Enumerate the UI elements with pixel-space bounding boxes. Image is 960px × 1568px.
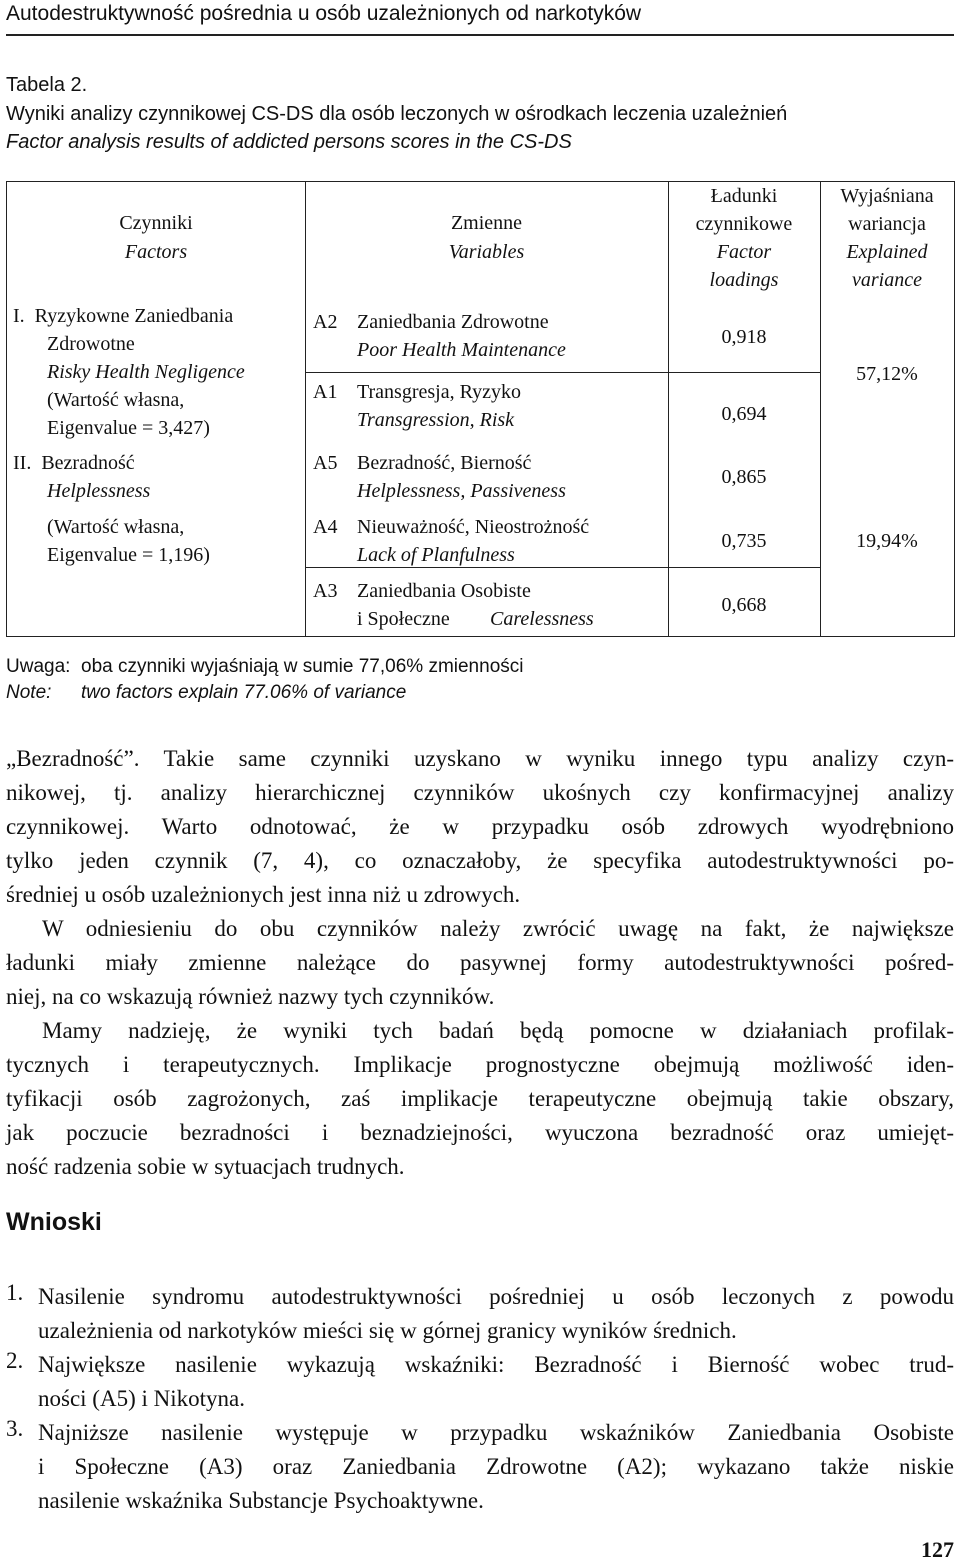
text-line: uzależnienia od narkotyków mieści się w górnej granicy wyników średnich. [38,1318,737,1343]
header-rule [6,34,954,36]
header-loadings-en: Factor [716,241,772,263]
variable-name-pl: Bezradność, Bierność [357,452,532,474]
factor-1-name: I. Ryzykowne Zaniedbania [13,305,234,327]
loading-value: 0,735 [721,530,767,552]
variable-name-pl: i Społeczne [357,608,450,630]
factor-2-eigenvalue: (Wartość własna, [47,516,185,538]
variable-name-pl: Nieuważność, Nieostrożność [357,516,590,538]
list-number: 3. [6,1416,24,1441]
note-label-pl: Uwaga: [6,656,71,677]
variable-code: A3 [313,580,338,602]
header-factors-pl: Czynniki [119,212,193,234]
note-text-pl: oba czynniki wyjaśniają w sumie 77,06% zmienności [81,656,524,677]
header-variables-pl: Zmienne [450,212,523,234]
table-label: Tabela 2. [6,74,88,96]
text-line: ność radzenia sobie w sytuacjach trudnych. [6,1154,405,1179]
factor-1-name-en: Risky Health Negligence [47,361,245,383]
text-line: czynnikowej. Warto odnotować, że w przypadku osób zdrowych wyodrębniono [6,814,954,839]
variable-name-en: Lack of Planfulness [357,544,515,566]
variance-value: 57,12% [856,363,918,385]
factor-table [6,181,955,637]
note-text-en: two factors explain 77.06% of variance [81,682,407,703]
paragraph [6,912,954,1014]
page-number: 127 [921,1537,954,1562]
text-line: niej, na co wskazują również nazwy tych czynników. [6,984,495,1009]
text-line: tylko jeden czynnik (7, 4), co oznaczałoby, że specyfika autodestruktywności po- [6,848,954,873]
row-divider [305,372,820,373]
header-loadings-pl: Ładunki [710,185,778,207]
variance-value: 19,94% [856,530,918,552]
variable-name-pl: Transgresja, Ryzyko [357,381,522,403]
text-line: nasilenie wskaźnika Substancje Psychoaktywne. [38,1488,484,1513]
section-title: Wnioski [6,1208,102,1236]
loading-value: 0,668 [721,594,767,616]
header-variance-en: variance [852,269,922,291]
header-variables-en: Variables [448,241,525,263]
list-item [38,1348,954,1416]
text-line: i Społeczne (A3) oraz Zaniedbania Zdrowotne (A2); wykazano także niskie [38,1454,954,1479]
factor-1-eigenvalue: (Wartość własna, [47,389,185,411]
header-variance-pl: wariancja [848,213,926,235]
text-line: „Bezradność”. Takie same czynniki uzyskano w wyniku innego typu analizy czyn- [6,746,954,771]
text-line: tycznych i terapeutycznych. Implikacje prognostyczne obejmują możliwość iden- [6,1052,954,1077]
variable-name-pl: Zaniedbania Osobiste [357,580,531,602]
header-loadings-en: loadings [709,269,779,291]
list-number: 2. [6,1348,24,1373]
factor-1-name: Zdrowotne [47,333,135,355]
variable-code: A5 [313,452,338,474]
table-title-pl: Wyniki analizy czynnikowej CS-DS dla osób leczonych w ośrodkach leczenia uzależnień [6,103,788,125]
text-line: ności (A5) i Nikotyna. [38,1386,245,1411]
loading-value: 0,865 [721,466,767,488]
header-variance-pl: Wyjaśniana [840,185,934,207]
header-variance-en: Explained [846,241,928,263]
loading-value: 0,918 [721,326,767,348]
note-label-en: Note: [6,682,52,703]
factor-2-name: II. Bezradność [13,452,135,474]
text-line: W odniesieniu do obu czynników należy zwrócić uwagę na fakt, że największe [42,916,954,941]
header-loadings-pl: czynnikowe [695,213,793,235]
variable-name-en: Helplessness, Passiveness [357,480,566,502]
loading-value: 0,694 [721,403,767,425]
list-number: 1. [6,1280,24,1305]
variable-name-en: Transgression, Risk [357,409,515,431]
factor-2-name-en: Helplessness [47,480,151,502]
variable-name-en: Poor Health Maintenance [357,339,566,361]
paragraph [6,742,954,912]
paragraph [6,1014,954,1184]
table-title-en: Factor analysis results of addicted persons scores in the CS-DS [6,131,572,153]
text-line: Mamy nadzieję, że wyniki tych badań będą pomocne w działaniach profilak- [42,1018,954,1043]
variable-code: A2 [313,311,338,333]
text-line: jak poczucie bezradności i beznadziejności, wyuczona bezradność oraz umiejęt- [6,1120,954,1145]
variable-code: A4 [313,516,338,538]
variable-name-en: Carelessness [490,608,594,630]
text-line: ładunki miały zmienne należące do pasywnej formy autodestruktywności pośred- [6,950,954,975]
text-line: Największe nasilenie wykazują wskaźniki: Bezradność i Bierność wobec trud- [38,1352,954,1377]
text-line: tyfikacji osób zagrożonych, zaś implikacje terapeutyczne obejmują takie obszary, [6,1086,954,1111]
running-header: Autodestruktywność pośrednia u osób uzależnionych od narkotyków [6,2,642,25]
list-item [38,1280,954,1348]
text-line: nikowej, tj. analizy hierarchicznej czynników ukośnych czy konfirmacyjnej analizy [6,780,954,805]
list-item [38,1416,954,1518]
variable-name-pl: Zaniedbania Zdrowotne [357,311,549,333]
variable-code: A1 [313,381,338,403]
text-line: Nasilenie syndromu autodestruktywności pośredniej u osób leczonych z powodu [38,1284,954,1309]
header-factors-en: Factors [124,241,188,263]
text-line: Najniższe nasilenie występuje w przypadku wskaźników Zaniedbania Osobiste [38,1420,954,1445]
factor-1-eigenvalue: Eigenvalue = 3,427) [47,417,210,439]
text-line: średniej u osób uzależnionych jest inna niż u zdrowych. [6,882,521,907]
factor-2-eigenvalue: Eigenvalue = 1,196) [47,544,210,566]
